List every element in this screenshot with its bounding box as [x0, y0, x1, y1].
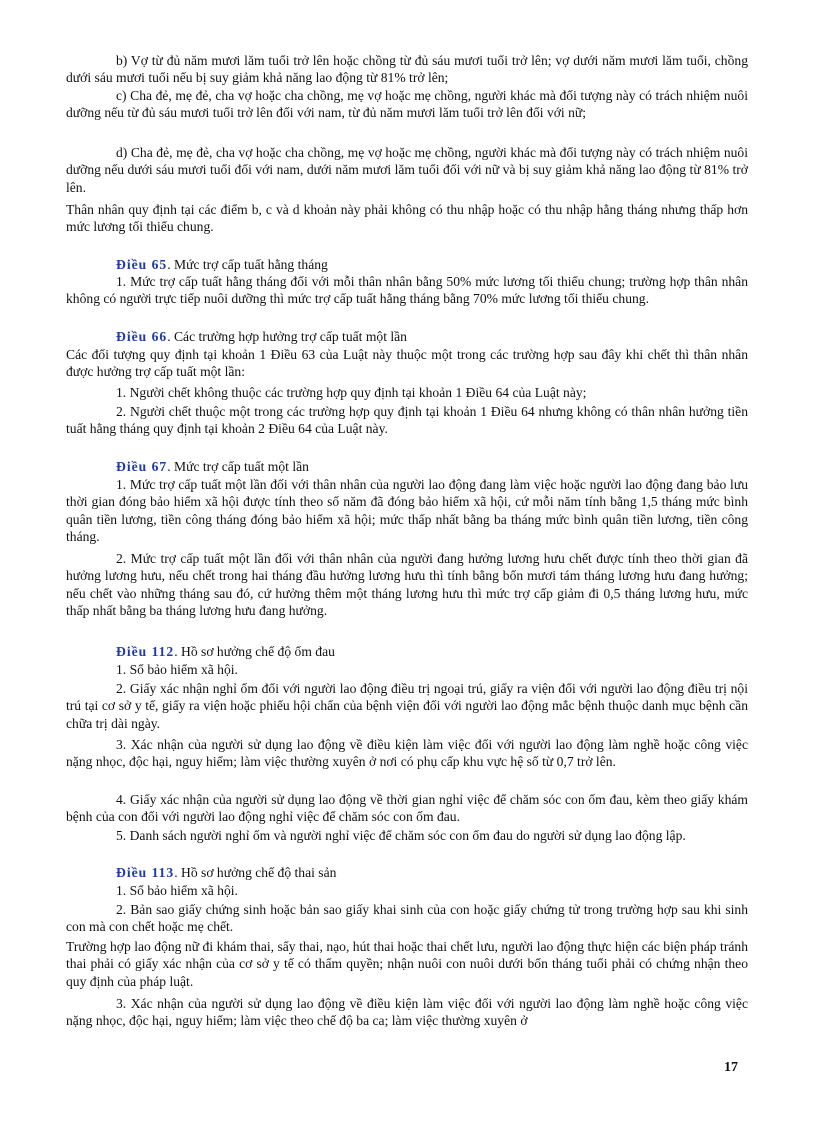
article-113-clause-3: 3. Xác nhận của người sử dụng lao động về điều kiện làm việc đối với người lao động làm nghề hoặc công việc nặng nhọc, độc hại, nguy hiểm; làm việc theo chế độ ba ca; làm việc thường xuyên ở — [66, 996, 748, 1029]
article-67-label: Điều 67 — [116, 459, 168, 474]
article-66-label: Điều 66 — [116, 329, 168, 344]
article-112-clause-4: 4. Giấy xác nhận của người sử dụng lao động về thời gian nghỉ việc để chăm sóc con ốm đau, kèm theo giấy khám bệnh của con đối với người lao động nghỉ việc để chăm sóc con ốm đau. — [66, 792, 748, 825]
article-113-clause-1: 1. Sổ bảo hiểm xã hội. — [116, 883, 238, 898]
article-113-label: Điều 113 — [116, 865, 175, 880]
paragraph-income-condition: Thân nhân quy định tại các điểm b, c và d khoản này phải không có thu nhập hoặc có thu nhập hằng tháng nhưng thấp hơn mức lương tối thiểu chung. — [66, 202, 748, 235]
article-113-clause-2: 2. Bản sao giấy chứng sinh hoặc bản sao giấy khai sinh của con hoặc giấy chứng tử trong trường hợp sau khi sinh con mà con chết hoặc mẹ chết. — [66, 902, 748, 935]
paragraph-b-spouse: b) Vợ từ đủ năm mươi lăm tuổi trở lên hoặc chồng từ đủ sáu mươi tuổi trở lên; vợ dưới năm mươi lăm tuổi, chồng dưới sáu mươi tuổi nếu bị suy giảm khả năng lao động từ 81% trở lên; — [66, 53, 748, 86]
article-113-heading — [66, 864, 798, 881]
article-112-clause-5: 5. Danh sách người nghỉ ốm và người nghỉ việc để chăm sóc con ốm đau do người sử dụng lao động lập. — [116, 828, 686, 843]
article-67-title: . Mức trợ cấp tuất một lần — [167, 459, 309, 474]
article-112-heading — [66, 643, 798, 660]
article-66-title: . Các trường hợp hưởng trợ cấp tuất một lần — [167, 329, 407, 344]
article-112-clause-1: 1. Sổ bảo hiểm xã hội. — [116, 662, 238, 677]
article-113-title: . Hồ sơ hưởng chế độ thai sản — [174, 865, 337, 880]
article-67-heading — [66, 458, 798, 475]
article-66-intro: Các đối tượng quy định tại khoản 1 Điều 63 của Luật này thuộc một trong các trường hợp sau đây khi chết thì thân nhân được hưởng trợ cấp tuất một lần: — [66, 347, 748, 380]
paragraph-d-parents: d) Cha đẻ, mẹ đẻ, cha vợ hoặc cha chồng, mẹ vợ hoặc mẹ chồng, người khác mà đối tượng này có trách nhiệm nuôi dưỡng nếu dưới sáu mươi tuổi đối với nam, dưới năm mươi lăm tuổi đối với nữ và bị suy giảm khả năng lao động từ 81% trở lên. — [66, 145, 748, 195]
paragraph-c-parents: c) Cha đẻ, mẹ đẻ, cha vợ hoặc cha chồng, mẹ vợ hoặc mẹ chồng, người khác mà đối tượng này có trách nhiệm nuôi dưỡng nếu từ đủ sáu mươi tuổi trở lên đối với nam, từ đủ năm mươi lăm tuổi trở lên đối với nữ; — [66, 88, 748, 121]
article-113-note: Trường hợp lao động nữ đi khám thai, sẩy thai, nạo, hút thai hoặc thai chết lưu, người lao động thực hiện các biện pháp tránh thai phải có giấy xác nhận của cơ sở y tế có thẩm quyền; nhận nuôi con nuôi dưới bốn tháng tuổi phải có chứng nhận theo quy định của pháp luật. — [66, 939, 748, 989]
article-67-clause-2: 2. Mức trợ cấp tuất một lần đối với thân nhân của người đang hưởng lương hưu chết được tính theo thời gian đã hưởng lương hưu, nếu chết trong hai tháng đầu hưởng lương hưu thì tính bằng bốn mươi tám tháng lương hưu đang hưởng; nếu chết vào những tháng sau đó, cứ hưởng thêm một tháng lương hưu thì mức trợ cấp giảm đi 0,5 tháng lương hưu, mức thấp nhất bằng ba tháng lương hưu đang hưởng. — [66, 551, 748, 619]
article-67-clause-1: 1. Mức trợ cấp tuất một lần đối với thân nhân của người lao động đang làm việc hoặc người lao động đang bảo lưu thời gian đóng bảo hiểm xã hội được tính theo số năm đã đóng bảo hiểm xã hội, cứ mỗi năm tính bằng 1,5 tháng mức bình quân tiền lương, tiền công tháng đóng bảo hiểm xã hội; mức thấp nhất bằng ba tháng mức bình quân tiền lương, tiền công tháng. — [66, 477, 748, 545]
article-112-clause-2: 2. Giấy xác nhận nghỉ ốm đối với người lao động điều trị ngoại trú, giấy ra viện đối với người lao động điều trị nội trú tại cơ sở y tế, giấy ra viện hoặc phiếu hội chẩn của bệnh viện đối với người lao động mắc bệnh thuộc danh mục bệnh cần chữa trị dài ngày. — [66, 681, 748, 731]
article-112-clause-3: 3. Xác nhận của người sử dụng lao động về điều kiện làm việc đối với người lao động làm nghề hoặc công việc nặng nhọc, độc hại, nguy hiểm; làm việc thường xuyên ở nơi có phụ cấp khu vực hệ số từ 0,7 trở lên. — [66, 737, 748, 770]
article-65-title: . Mức trợ cấp tuất hằng tháng — [167, 257, 328, 272]
article-66-heading — [66, 328, 798, 345]
article-65-label: Điều 65 — [116, 257, 168, 272]
article-65-heading — [66, 256, 798, 273]
article-112-label: Điều 112 — [116, 644, 175, 659]
article-112-title: . Hồ sơ hưởng chế độ ốm đau — [174, 644, 335, 659]
article-66-clause-2: 2. Người chết thuộc một trong các trường hợp quy định tại khoản 1 Điều 64 nhưng không có thân nhân hưởng tiền tuất hằng tháng quy định tại khoản 2 Điều 64 của Luật này. — [66, 404, 748, 437]
article-66-clause-1: 1. Người chết không thuộc các trường hợp quy định tại khoản 1 Điều 64 của Luật này; — [116, 385, 587, 400]
article-65-clause-1: 1. Mức trợ cấp tuất hằng tháng đối với mỗi thân nhân bằng 50% mức lương tối thiểu chung; trường hợp thân nhân không có người trực tiếp nuôi dưỡng thì mức trợ cấp tuất hằng tháng bằng 70% mức lương tối thiểu chung. — [66, 274, 748, 307]
page-number: 17 — [724, 1060, 738, 1075]
